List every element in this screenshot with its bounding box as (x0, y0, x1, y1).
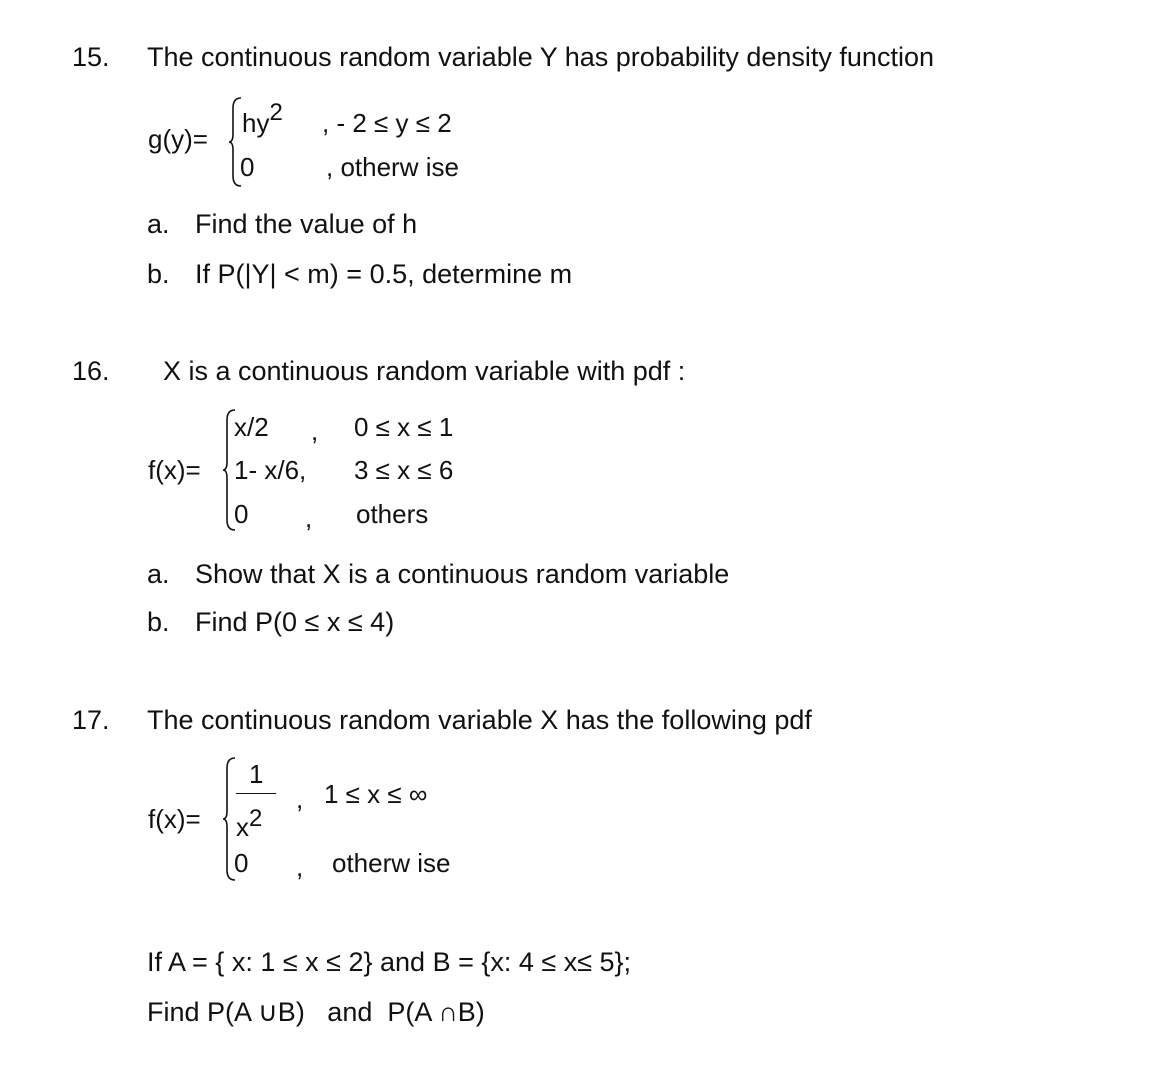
case-condition: , - 2 ≤ y ≤ 2 (322, 108, 452, 138)
fraction-denominator: x2 (236, 805, 263, 842)
function-lhs: f(x)= (148, 804, 201, 834)
question-number: 17. (72, 705, 110, 735)
case-expression: 0 (234, 848, 249, 878)
question-number: 16. (72, 356, 110, 386)
part-label: b. (147, 259, 170, 289)
case-condition: 0 ≤ x ≤ 1 (354, 412, 454, 442)
function-lhs: f(x)= (148, 455, 201, 485)
part-label: b. (147, 607, 170, 637)
case-expression: 0 (240, 152, 255, 182)
case-condition: otherw ise (332, 848, 451, 878)
part-label: a. (147, 209, 170, 239)
case-condition: others (356, 499, 429, 529)
case-expression: 0 (234, 499, 249, 529)
case-separator: , (296, 852, 304, 882)
case-expression: x/2 (234, 412, 269, 442)
case-condition: , otherw ise (326, 152, 459, 182)
case-separator: , (296, 784, 304, 814)
question-number: 15. (72, 42, 110, 72)
function-lhs: g(y)= (148, 124, 208, 154)
case-separator: , (305, 503, 313, 533)
case-separator: , (311, 416, 319, 446)
fraction-numerator: 1 (249, 759, 264, 789)
part-label: a. (147, 559, 170, 589)
part-text: If P(|Y| < m) = 0.5, determine m (195, 259, 573, 289)
question-statement: X is a continuous random variable with pdf : (163, 356, 686, 386)
question-statement: The continuous random variable X has the following pdf (147, 705, 812, 735)
part-text: Find P(0 ≤ x ≤ 4) (195, 607, 395, 637)
case-expression: 1- x/6, (234, 455, 307, 485)
part-text: Find the value of h (195, 209, 418, 239)
case-expression: hy2 (242, 99, 283, 138)
sets-definition: If A = { x: 1 ≤ x ≤ 2} and B = {x: 4 ≤ x≤ 5}; (147, 947, 632, 977)
find-probabilities: Find P(A ∪B) and P(A ∩B) (147, 997, 485, 1027)
question-statement: The continuous random variable Y has probability density function (147, 42, 934, 72)
part-text: Show that X is a continuous random variable (195, 559, 730, 589)
case-condition: 1 ≤ x ≤ ∞ (324, 779, 428, 809)
fraction-bar (236, 793, 276, 794)
case-condition: 3 ≤ x ≤ 6 (354, 455, 454, 485)
